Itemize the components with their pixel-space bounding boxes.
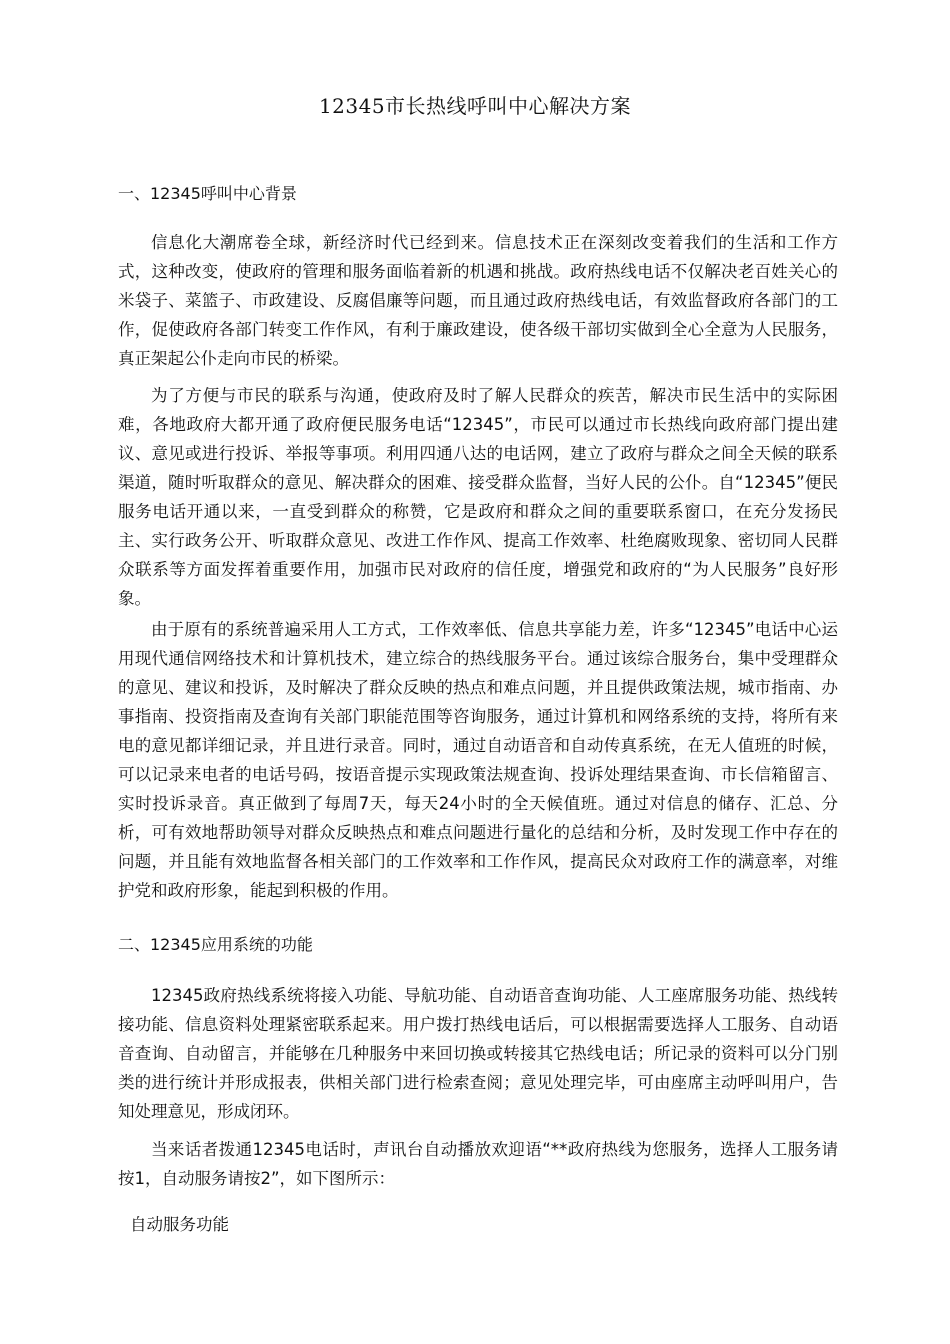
section-1-paragraph-2: 为了方便与市民的联系与沟通，使政府及时了解人民群众的疾苦，解决市民生活中的实际困难，各地政府大都开通了政府便民服务电话“12345”，市民可以通过市长热线向政府部门提出建议、意见或进行投诉、举报等事项。利用四通八达的电话网，建立了政府与群众之间全天候的联系渠道，随时听取群众的意见、解决群众的困难、接受群众监督，当好人民的公仆。自“12345”便民服务电话开通以来，一直受到群众的称赞，它是政府和群众之间的重要联系窗口，在充分发扬民主、实行政务公开、听取群众意见、改进工作作风、提高工作效率、杜绝腐败现象、密切同人民群众联系等方面发挥着重要作用，加强市民对政府的信任度，增强党和政府的“为人民服务”良好形象。 bbox=[118, 386, 838, 608]
section-2-paragraph-1: 12345政府热线系统将接入功能、导航功能、自动语音查询功能、人工座席服务功能、热线转接功能、信息资料处理紧密联系起来。用户拨打热线电话后，可以根据需要选择人工服务、自动语音查询、自动留言，并能够在几种服务中来回切换或转接其它热线电话；所记录的资料可以分门别类的进行统计并形成报表，供相关部门进行检索查阅；意见处理完毕，可由座席主动呼叫用户，告知处理意见，形成闭环。 bbox=[118, 986, 838, 1121]
figure-label: 自动服务功能 bbox=[130, 1215, 229, 1234]
section-1-paragraph-1: 信息化大潮席卷全球，新经济时代已经到来。信息技术正在深刻改变着我们的生活和工作方式，这种改变，使政府的管理和服务面临着新的机遇和挑战。政府热线电话不仅解决老百姓关心的米袋子、菜篮子、市政建设、反腐倡廉等问题，而且通过政府热线电话，有效监督政府各部门的工作，促使政府各部门转变工作作风，有利于廉政建设，使各级干部切实做到全心全意为人民服务，真正架起公仆走向市民的桥梁。 bbox=[118, 233, 838, 368]
section-1-heading: 一、12345呼叫中心背景 bbox=[118, 184, 297, 203]
section-2-heading: 二、12345应用系统的功能 bbox=[118, 935, 313, 954]
section-1-paragraph-3: 由于原有的系统普遍采用人工方式，工作效率低、信息共享能力差，许多“12345”电话中心运用现代通信网络技术和计算机技术，建立综合的热线服务平台。通过该综合服务台，集中受理群众的意见、建议和投诉，及时解决了群众反映的热点和难点问题，并且提供政策法规，城市指南、办事指南、投资指南及查询有关部门职能范围等咨询服务，通过计算机和网络系统的支持，将所有来电的意见都详细记录，并且进行录音。同时，通过自动语音和自动传真系统，在无人值班的时候，可以记录来电者的电话号码，按语音提示实现政策法规查询、投诉处理结果查询、市长信箱留言、实时投诉录音。真正做到了每周7天，每天24小时的全天候值班。通过对信息的储存、汇总、分析，可有效地帮助领导对群众反映热点和难点问题进行量化的总结和分析，及时发现工作中存在的问题，并且能有效地监督各相关部门的工作效率和工作作风，提高民众对政府工作的满意率，对维护党和政府形象，能起到积极的作用。 bbox=[118, 620, 838, 900]
section-2-paragraph-2: 当来话者拨通12345电话时，声讯台自动播放欢迎语“**政府热线为您服务，选择人工服务请按1，自动服务请按2”，如下图所示： bbox=[118, 1140, 838, 1188]
document-title: 12345市长热线呼叫中心解决方案 bbox=[318, 94, 632, 118]
